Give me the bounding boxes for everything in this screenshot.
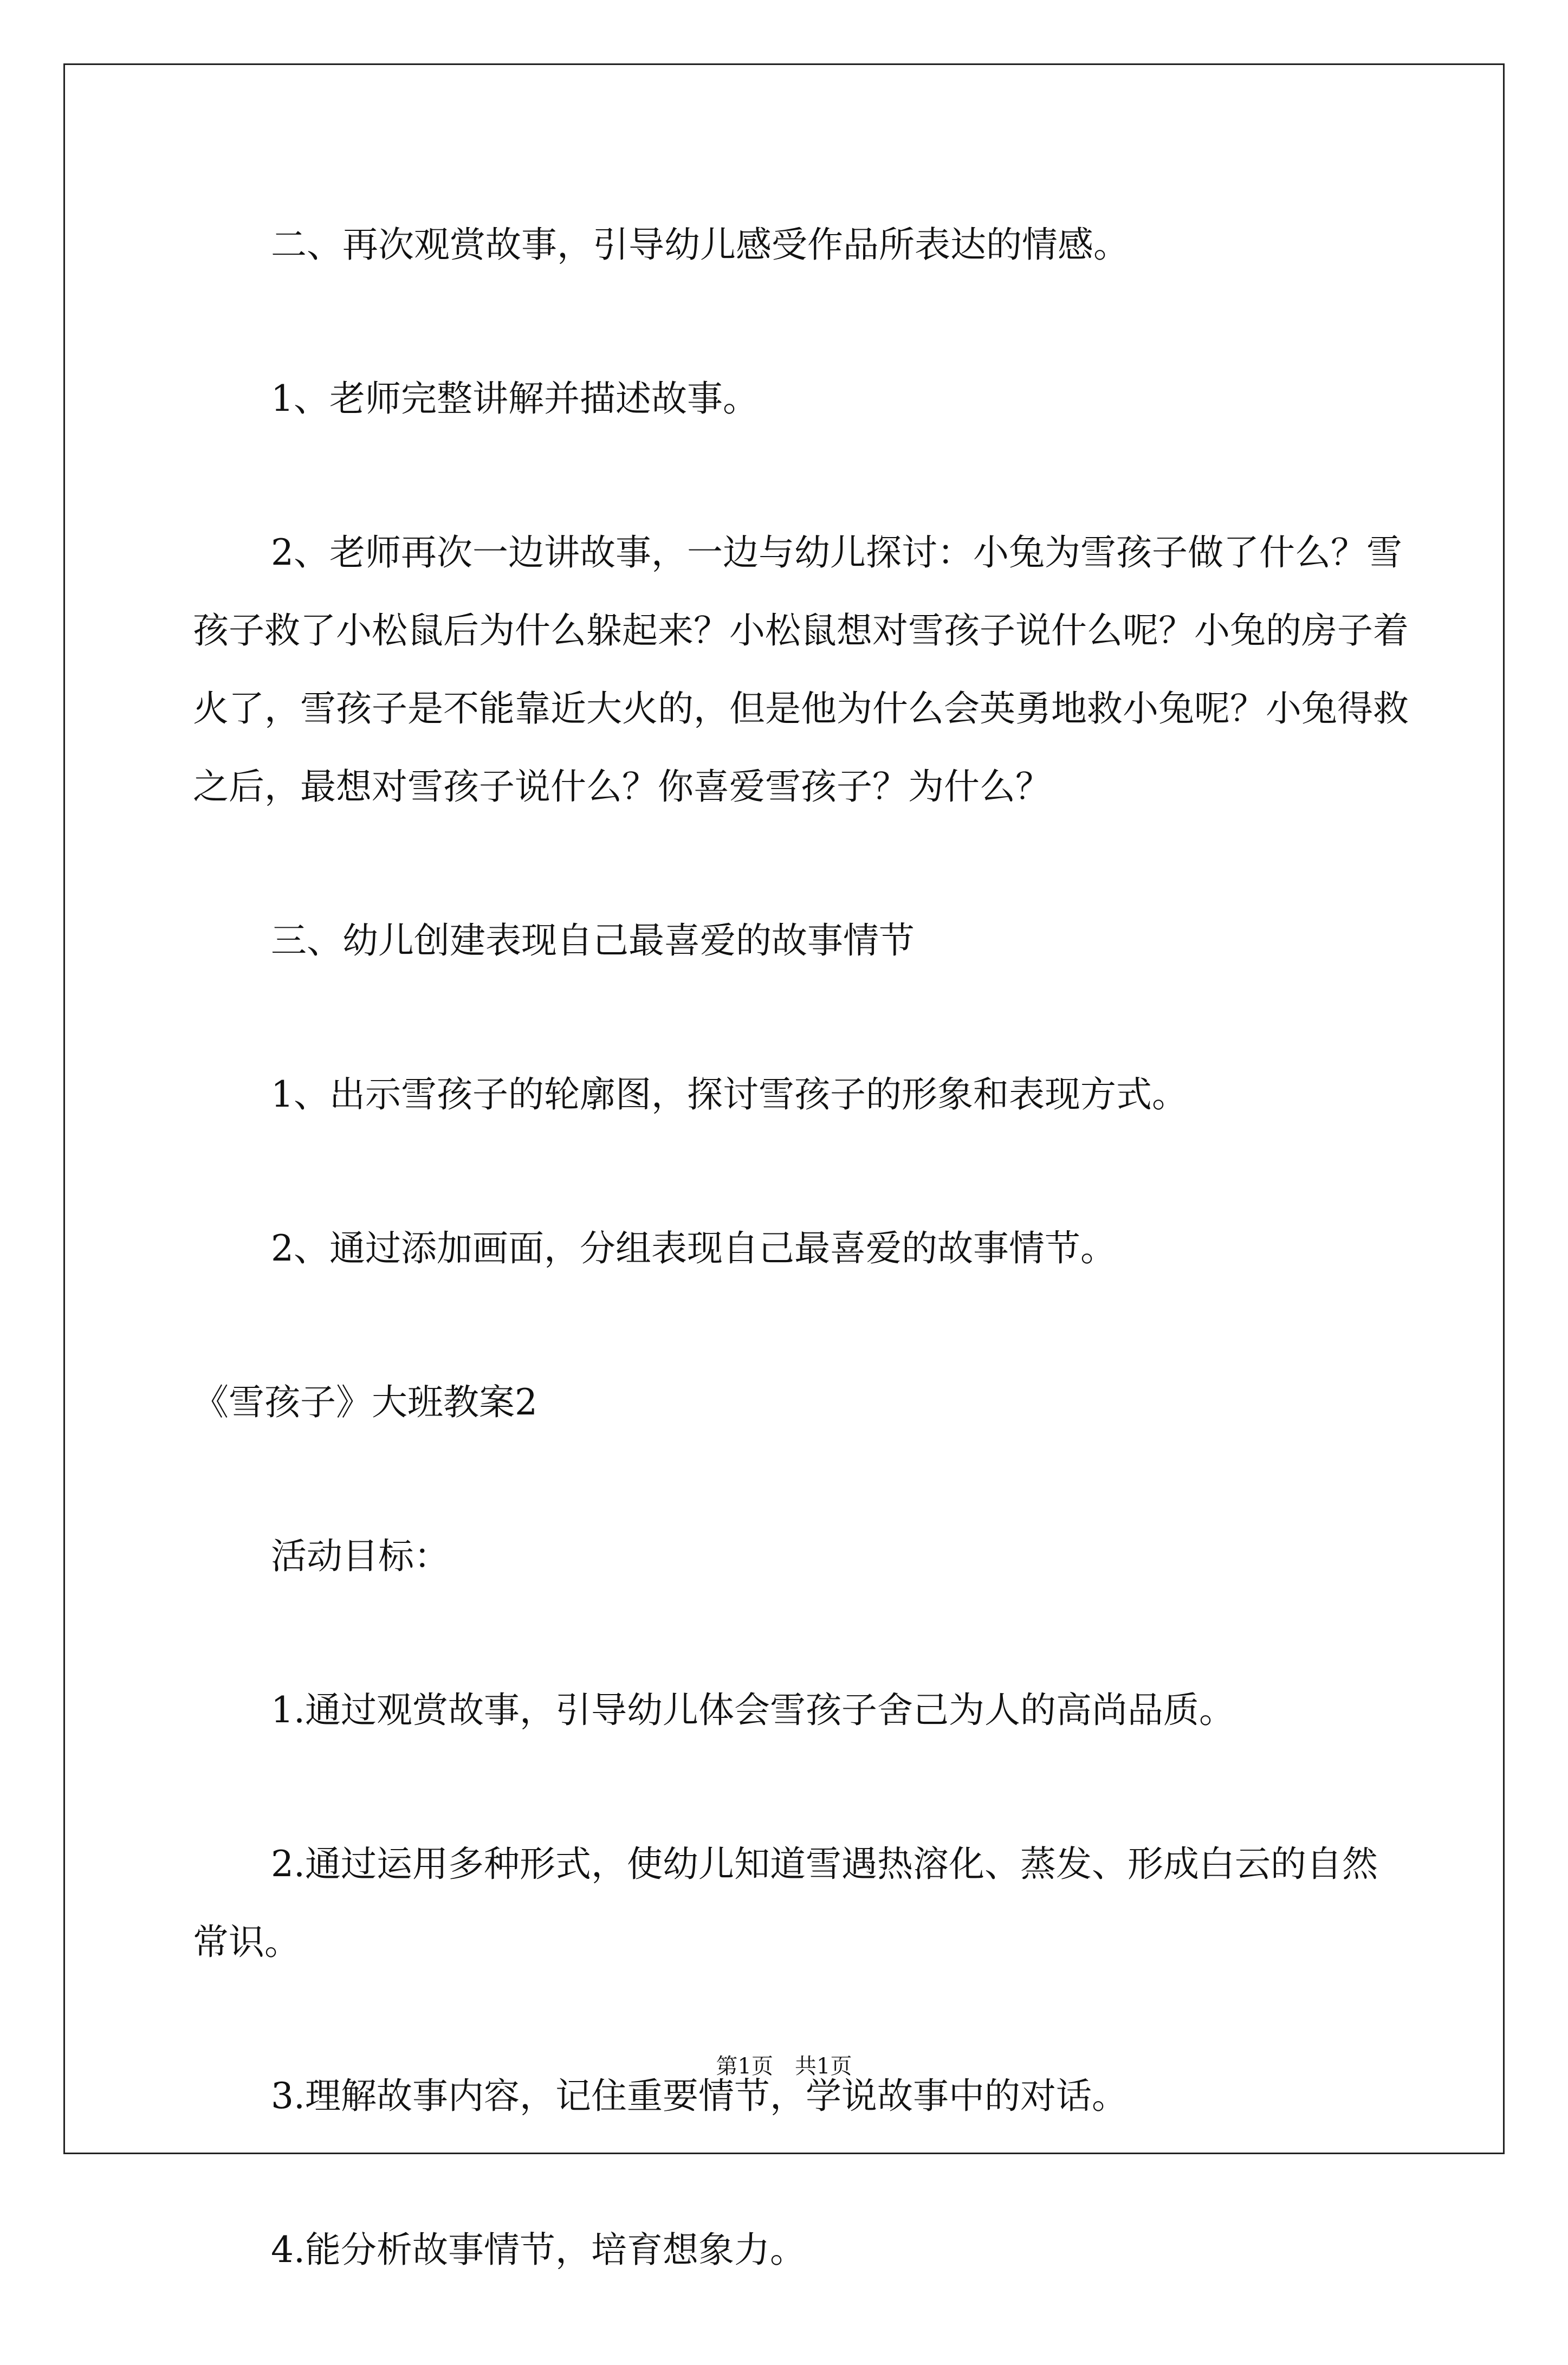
paragraph: 二、再次观赏故事，引导幼儿感受作品所表达的情感。 bbox=[271, 224, 1129, 266]
paragraph: 2、老师再次一边讲故事，一边与幼儿探讨：小兔为雪孩子做了什么？雪孩子救了小松鼠后为什么躲起来？小松鼠想对雪孩子说什么呢？小兔的房子着火了，雪孩子是不能靠近大火的，但是他为什么会英勇地救小兔呢？小兔得救之后，最想对雪孩子说什么？你喜爱雪孩子？为什么？ bbox=[193, 532, 1409, 807]
paragraph: 三、幼儿创建表现自己最喜爱的故事情节 bbox=[271, 920, 915, 961]
section-title: 《雪孩子》大班教案2 bbox=[193, 1381, 537, 1423]
paragraph: 2、通过添加画面，分组表现自己最喜爱的故事情节。 bbox=[271, 1227, 1116, 1269]
paragraph: 1、出示雪孩子的轮廓图，探讨雪孩子的形象和表现方式。 bbox=[271, 1074, 1188, 1115]
paragraph: 2.通过运用多种形式，使幼儿知道雪遇热溶化、蒸发、形成白云的自然常识。 bbox=[193, 1843, 1378, 1963]
paragraph: 1.通过观赏故事，引导幼儿体会雪孩子舍己为人的高尚品质。 bbox=[271, 1689, 1235, 1731]
page-footer bbox=[0, 2053, 1568, 2080]
document-body bbox=[193, 206, 1412, 2365]
paragraph: 活动目标： bbox=[271, 1535, 450, 1577]
page-number-total: 共1页 bbox=[795, 2054, 852, 2079]
paragraph: 4.能分析故事情节，培育想象力。 bbox=[271, 2229, 806, 2271]
paragraph: 3.理解故事内容，记住重要情节，学说故事中的对话。 bbox=[271, 2075, 1128, 2117]
page-number-current: 第1页 bbox=[716, 2054, 773, 2079]
paragraph: 1、老师完整讲解并描述故事。 bbox=[271, 378, 759, 419]
